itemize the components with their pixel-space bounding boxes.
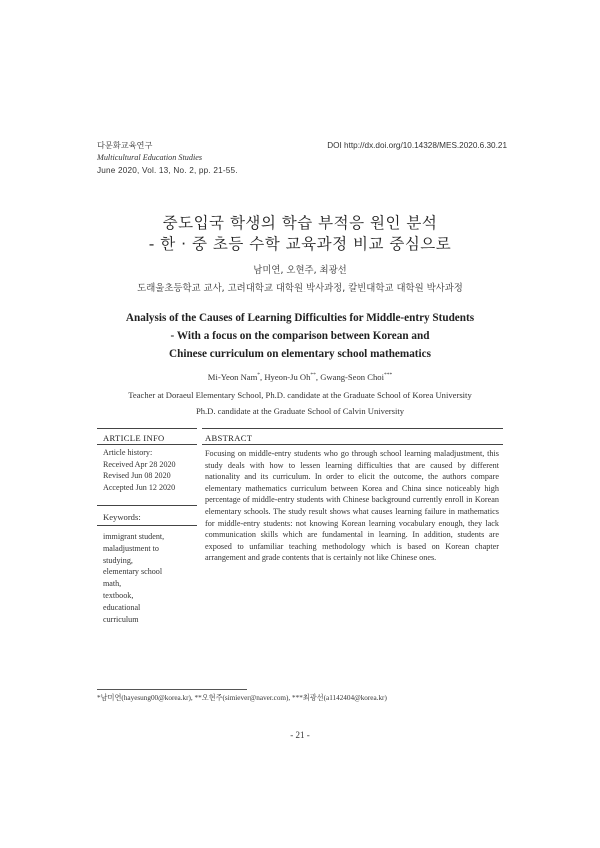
authors-ko: 남미연, 오현주, 최광선 (253, 265, 347, 276)
keyword: immigrant student, (103, 532, 165, 541)
affiliation-en-line2: Ph.D. candidate at the Graduate School of Calvin University (195, 406, 405, 416)
issue-info: June 2020, Vol. 13, No. 2, pp. 21-55. (97, 166, 238, 175)
keywords-list (103, 531, 195, 625)
keyword: textbook, (103, 590, 134, 600)
author-name: Hyeon-Ju Oh (264, 372, 311, 382)
author-mark: ** (310, 372, 316, 379)
footnote-divider (97, 689, 247, 690)
author-separator: , (315, 372, 321, 382)
authors-en (0, 371, 600, 384)
article-history (103, 447, 195, 493)
author-mark: *** (383, 372, 393, 379)
article-info-heading: ARTICLE INFO (103, 433, 165, 443)
title-ko-line2: - 한 · 중 초등 수학 교육과정 비교 중심으로 (148, 235, 452, 253)
keywords-heading: Keywords: (103, 512, 141, 522)
keyword: studying, (103, 555, 133, 565)
keyword: math, (103, 579, 122, 589)
keyword: educational (103, 602, 141, 612)
history-line: Received Apr 28 2020 (103, 459, 176, 469)
divider (97, 505, 197, 506)
history-line: Accepted Jun 12 2020 (103, 482, 176, 492)
footnote: *남미연(hayesung00@korea.kr), **오현주(simiever@naver.com), ***최광선(a1142404@korea.kr) (97, 694, 387, 702)
title-en-line2: - With a focus on the comparison between Korean and (170, 330, 430, 342)
journal-header (97, 140, 507, 177)
divider (202, 444, 503, 445)
author-mark: * (257, 372, 261, 379)
journal-title-ko: 다문화교육연구 (97, 141, 153, 150)
abstract-heading: ABSTRACT (205, 433, 253, 443)
divider (97, 444, 197, 445)
divider (97, 428, 197, 429)
title-en-line1: Analysis of the Causes of Learning Difficulties for Middle-entry Students (125, 312, 475, 324)
keyword: maladjustment to (103, 543, 159, 553)
affiliation-ko: 도래울초등학교 교사, 고려대학교 대학원 박사과정, 칼빈대학교 대학원 박사과정 (137, 283, 463, 294)
divider (97, 525, 197, 526)
page-number: - 21 - (290, 730, 310, 740)
abstract-text: Focusing on middle-entry students who go through school learning maladjustment, this study deals with how to lessen learning difficulties that are caused by different nationality and its curriculum. In order to elicit the outcome, the authors compare elementary mathematics curriculum between Korea and China since noticeably high percentage of middle-entry students with Chinese background currently enroll in Korean elementary schools. The study result shows what causes learning failure in mathematics for middle-entry students: not knowing Korean learning vocabulary enough, they lack communication skills which are fundamental in learning. In addition, students are exposed to unfamiliar teaching methodology which is based on Korean chapter arrangement and grade contents that is certainly not like Chinese ones. (205, 449, 499, 563)
title-ko-line1: 중도입국 학생의 학습 부적응 원인 분석 (162, 214, 438, 232)
keyword: elementary school (103, 567, 163, 577)
divider (202, 428, 503, 429)
history-line: Article history: (103, 448, 153, 457)
history-line: Revised Jun 08 2020 (103, 471, 171, 481)
author-separator: , (260, 372, 265, 382)
author-name: Mi-Yeon Nam (207, 372, 258, 382)
affiliation-en-line1: Teacher at Doraeul Elementary School, Ph.D. candidate at the Graduate School of Korea University (128, 390, 472, 400)
keyword: curriculum (103, 614, 139, 624)
journal-title-en: Multicultural Education Studies (97, 153, 203, 162)
title-en-line3: Chinese curriculum on elementary school mathematics (169, 348, 431, 360)
author-name: Gwang-Seon Choi (320, 372, 384, 382)
doi-link[interactable]: DOI http://dx.doi.org/10.14328/MES.2020.6.30.21 (327, 141, 507, 150)
